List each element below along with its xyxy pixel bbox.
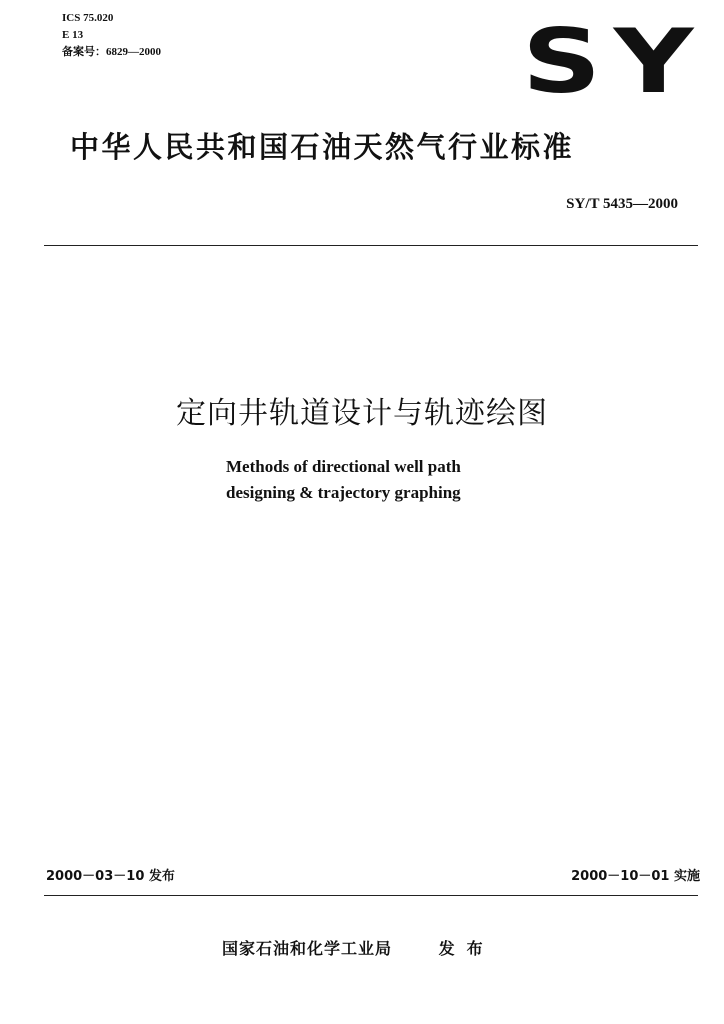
implementation-date: 2000－10－01 实施 [571, 869, 700, 884]
industry-standard-title: 中华人民共和国石油天然气行业标准 [70, 130, 575, 164]
standard-number: SY/T 5435—2000 [566, 196, 678, 212]
issue-label: 发布 [438, 939, 495, 958]
sy-logo: SY [522, 10, 706, 113]
top-divider [44, 245, 698, 246]
bottom-divider [44, 895, 698, 896]
record-number: 备案号：6829—2000 [62, 46, 161, 58]
chinese-title: 定向井轨道设计与轨迹绘图 [176, 396, 548, 431]
english-title-line-2: designing & trajectory graphing [226, 483, 461, 502]
issuing-organization: 国家石油和化学工业局 [222, 939, 393, 958]
english-title-line-1: Methods of directional well path [226, 457, 461, 476]
classification-code: E 13 [62, 29, 84, 41]
document-metadata [62, 10, 161, 61]
ics-code: ICS 75.020 [62, 12, 114, 24]
issuer [222, 936, 495, 959]
release-date: 2000－03－10 发布 [46, 869, 175, 884]
english-title [226, 454, 461, 506]
